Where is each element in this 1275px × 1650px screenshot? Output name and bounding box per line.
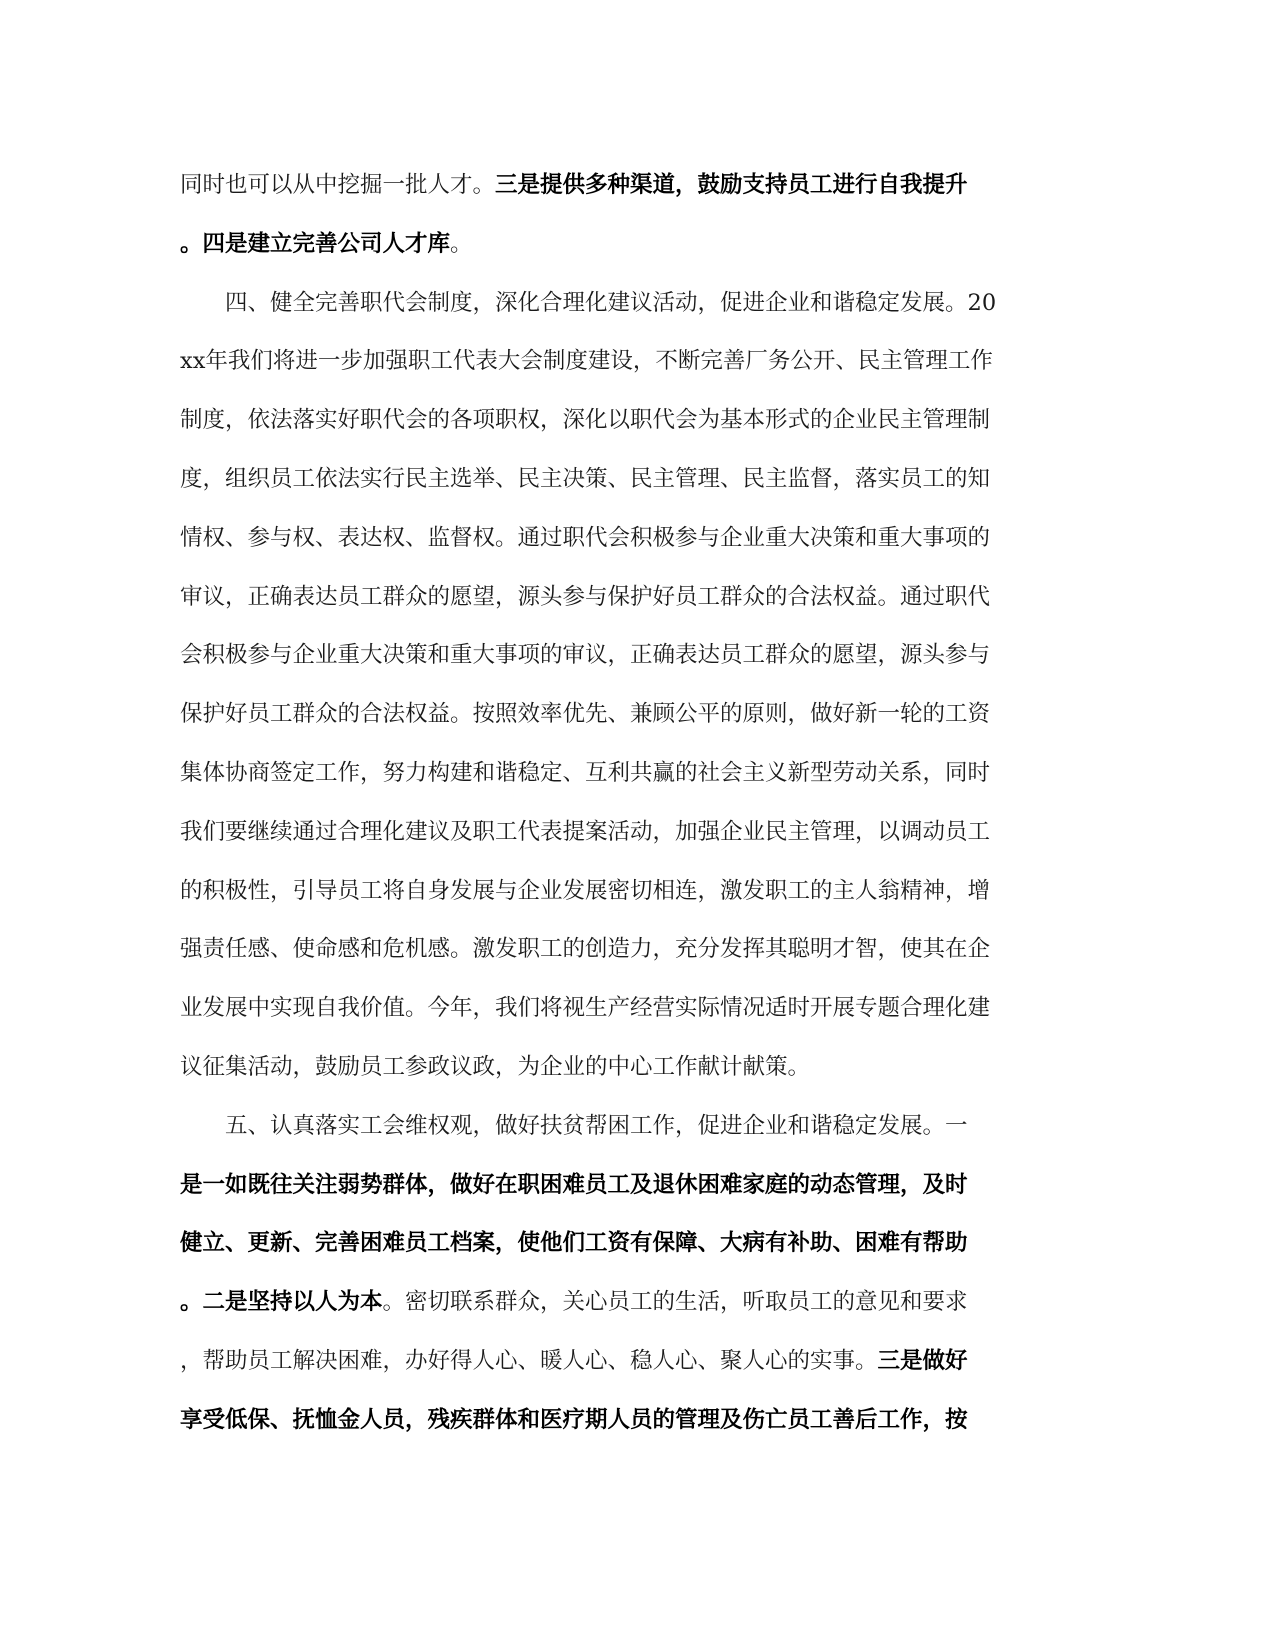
text-line: [180, 1106, 1060, 1146]
text-line: [180, 635, 1060, 675]
text-line: [180, 929, 1060, 969]
text-segment: xx年我们将进一步加强职工代表大会制度建设，不断完善厂务公开、民主管理工作: [180, 348, 993, 375]
text-line: [180, 224, 1060, 264]
text-segment: 我们要继续通过合理化建议及职工代表提案活动，加强企业民主管理，以调动员工: [180, 818, 991, 845]
text-segment: 。: [450, 230, 473, 257]
text-segment: 强责任感、使命感和危机感。激发职工的创造力，充分发挥其聪明才智，使其在企: [180, 936, 991, 963]
text-line: [180, 341, 1060, 381]
text-segment: 制度，依法落实好职代会的各项职权，深化以职代会为基本形式的企业民主管理制: [180, 407, 991, 434]
text-segment: 业发展中实现自我价值。今年，我们将视生产经营实际情况适时开展专题合理化建: [180, 995, 991, 1022]
text-line: [180, 1282, 1060, 1322]
text-line: [180, 459, 1060, 499]
text-line: [180, 812, 1060, 852]
text-segment: 会积极参与企业重大决策和重大事项的审议，正确表达员工群众的愿望，源头参与: [180, 642, 991, 669]
text-line: [180, 165, 1060, 205]
text-line: [180, 577, 1060, 617]
text-line: [180, 871, 1060, 911]
text-segment: 的积极性，引导员工将自身发展与企业发展密切相连，激发职工的主人翁精神，增: [180, 877, 991, 904]
text-line: [180, 518, 1060, 558]
text-line: [180, 694, 1060, 734]
text-segment: 议征集活动，鼓励员工参政议政，为企业的中心工作献计献策。: [180, 1054, 811, 1080]
text-line: [180, 1047, 1060, 1087]
text-segment: 度，组织员工依法实行民主选举、民主决策、民主管理、民主监督，落实员工的知: [180, 466, 991, 492]
text-segment: 同时也可以从中挖掘一批人才。: [180, 172, 496, 198]
text-line: [180, 1400, 1060, 1440]
text-segment: 保护好员工群众的合法权益。按照效率优先、兼顾公平的原则，做好新一轮的工资: [180, 701, 991, 728]
text-segment: 四、健全完善职代会制度，深化合理化建议活动，促进企业和谐稳定发展。20: [180, 289, 997, 316]
bold-text-segment: 享受低保、抚恤金人员，残疾群体和医疗期人员的管理及伤亡员工善后工作，按: [180, 1406, 968, 1433]
bold-text-segment: 三是提供多种渠道，鼓励支持员工进行自我提升: [495, 172, 968, 198]
text-line: [180, 753, 1060, 793]
text-line: [180, 400, 1060, 440]
text-line: [180, 283, 1060, 323]
text-line: [180, 988, 1060, 1028]
text-line: [180, 1165, 1060, 1205]
text-segment: 审议，正确表达员工群众的愿望，源头参与保护好员工群众的合法权益。通过职代: [180, 583, 991, 610]
bold-text-segment: 是一如既往关注弱势群体，做好在职困难员工及退休困难家庭的动态管理，及时: [180, 1171, 968, 1198]
bold-text-segment: 。二是坚持以人为本: [180, 1289, 383, 1316]
bold-text-segment: 健立、更新、完善困难员工档案，使他们工资有保障、大病有补助、困难有帮助: [180, 1230, 968, 1257]
text-line: [180, 1341, 1060, 1381]
text-segment: 。密切联系群众，关心员工的生活，听取员工的意见和要求: [382, 1289, 968, 1316]
text-segment: 集体协商签定工作，努力构建和谐稳定、互利共赢的社会主义新型劳动关系，同时: [180, 760, 991, 786]
text-segment: 情权、参与权、表达权、监督权。通过职代会积极参与企业重大决策和重大事项的: [180, 524, 991, 551]
bold-text-segment: 三是做好: [877, 1348, 968, 1374]
bold-text-segment: 。四是建立完善公司人才库: [180, 230, 451, 257]
text-segment: 五、认真落实工会维权观，做好扶贫帮困工作，促进企业和谐稳定发展。一: [180, 1112, 968, 1139]
text-segment: ，帮助员工解决困难，办好得人心、暖人心、稳人心、聚人心的实事。: [180, 1348, 878, 1374]
text-line: [180, 1223, 1060, 1263]
